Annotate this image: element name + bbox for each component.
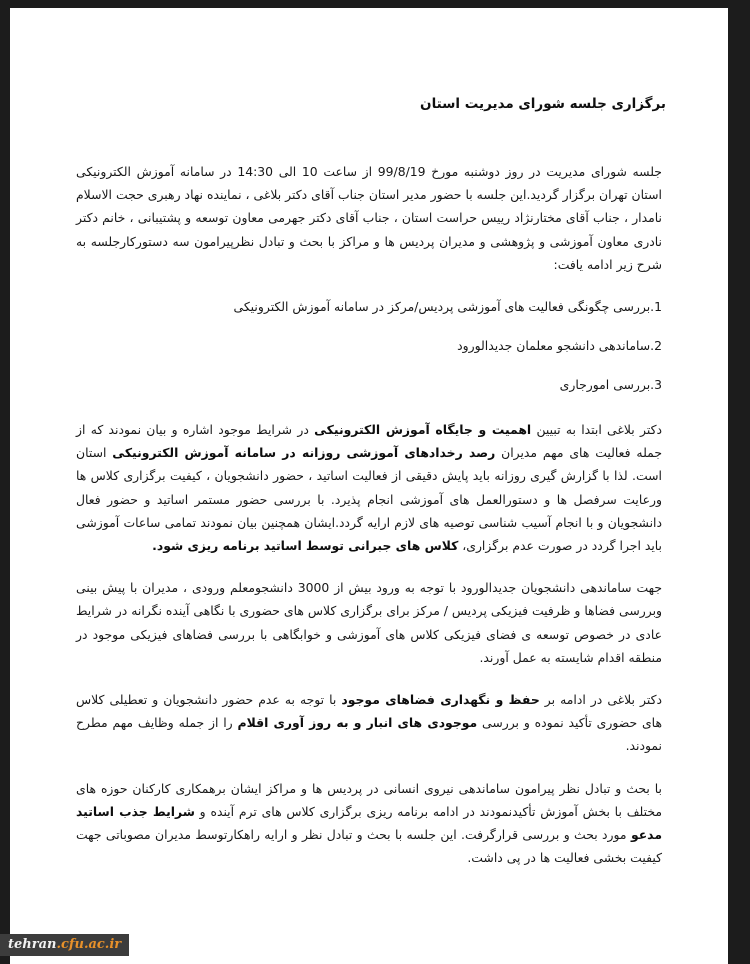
meeting-time-end: 14:30	[237, 164, 274, 179]
watermark-domain: .cfu.ac.ir	[56, 937, 122, 952]
p2-emphasis-elearning-role: اهمیت و جایگاه آموزش الکترونیکی	[314, 422, 532, 438]
p2-text-a: دکتر بلاغی ابتدا به تبیین	[531, 422, 662, 438]
meeting-date: 99/8/19	[377, 164, 426, 179]
meeting-time-start: 10	[301, 164, 318, 179]
site-watermark	[0, 934, 129, 956]
intro-text-part-3: الی	[273, 164, 302, 179]
student-count: 3000	[297, 580, 330, 596]
p2-text-c: در شرایط موجود اشاره و بیان نمودند که از جمله فعالیت های مهم مدیران	[76, 422, 662, 461]
p2-emphasis-daily-monitoring: رصد رخدادهای آموزشی روزانه در سامانه آموزش الکترونیکی	[112, 445, 496, 461]
intro-text-part-2: از ساعت	[317, 164, 378, 179]
agenda-list	[76, 295, 662, 396]
p5-emphasis-guest-faculty: شرایط جذب اساتید مدعو	[76, 803, 662, 843]
p2-text-e: استان است. لذا با گزارش گیری روزانه باید پایش دقیقی از فعالیت اساتید ، حضور دانشجویان ، کیفیت برگزاری کلاس ها ورعایت سرفصل ها و دستورالعمل های آموزشی انجام پذیرد. با بررسی حضور مستمر اساتید و حضور فعال دانشجویان و با انجام آسیب شناسی توصیه های لازم ارایه گردد.ایشان همچنین بیان نمودند تمامی ساعات آموزشی باید اجرا گردد در صورت عدم برگزاری،	[76, 445, 662, 554]
document-text-column	[76, 160, 662, 882]
paragraph-new-students	[76, 576, 662, 669]
document-page	[10, 8, 728, 964]
p3-text-a: جهت ساماندهی دانشجویان جدیدالورود با توجه به ورود بیش از	[329, 580, 662, 596]
p4-text-a: دکتر بلاغی در ادامه بر	[539, 692, 662, 708]
p3-text-b: دانشجومعلم ورودی ، مدیران با پیش بینی وبررسی فضاها و ظرفیت فیزیکی پردیس / مرکز برای برگزاری کلاس های حضوری با نگاهی آینده نگرانه در شرایط عادی در خصوص توسعه ی فضای فیزیکی کلاس های آموزشی و خوابگاهی با بررسی فضاهای فیزیکی موجود در منطقه اقدام شایسته به عمل آورند.	[76, 580, 662, 665]
page-title: برگزاری جلسه شورای مدیریت استان	[420, 96, 666, 112]
p4-emphasis-preserve-spaces: حفظ و نگهداری فضاهای موجود	[341, 692, 540, 708]
agenda-item-2: 2.ساماندهی دانشجو معلمان جدیدالورود	[457, 338, 662, 354]
document-body	[10, 8, 728, 964]
agenda-item-1: 1.بررسی چگونگی فعالیت های آموزشی پردیس/مرکز در سامانه آموزش الکترونیکی	[233, 299, 662, 315]
p5-text-a: با بحث و تبادل نظر پیرامون ساماندهی نیروی انسانی در پردیس ها و مراکز ایشان برهمکاری کارکنان حوزه های مختلف با بخش آموزش تأکیدنمودند در ادامه برنامه ریزی برگزاری کلاس های ترم آینده و	[76, 780, 662, 819]
paragraph-intro	[76, 160, 662, 276]
p2-emphasis-compensatory-classes: کلاس های جبرانی توسط اساتید برنامه ریزی شود.	[152, 538, 459, 554]
p5-text-c: مورد بحث و بررسی قرارگرفت. این جلسه با بحث و تبادل نظر و ارایه راهکارتوسط مدیران مصوباتی جهت کیفیت بخشی فعالیت ها در پی داشت.	[76, 827, 662, 866]
p4-text-c: با توجه به عدم حضور دانشجویان و تعطیلی کلاس های حضوری تأکید نموده و بررسی	[76, 692, 662, 731]
intro-text-part-4: در سامانه آموزش الکترونیکی استان تهران برگزار گردید.این جلسه با حضور مدیر استان جناب آقای دکتر بلاغی ، نماینده نهاد رهبری حجت الاسلام نامدار ، جناب آقای مختارنژاد رییس حراست استان ، جناب آقای دکتر جهرمی معاون توسعه و پشتیبانی ، خانم دکتر نادری معاون آموزشی و پژوهشی و مدیران پردیس ها و مراکز با بحث و تبادل نظرپیرامون سه دستورکارجلسه به شرح زیر ادامه یافت:	[76, 164, 662, 272]
p4-text-e: را از جمله وظایف مهم مطرح نمودند.	[76, 715, 662, 754]
paragraph-staffing-conclusion	[76, 777, 662, 870]
agenda-item-3: 3.بررسی امورجاری	[559, 377, 662, 393]
paragraph-elearning-importance	[76, 418, 662, 557]
paragraph-facility-maintenance	[76, 688, 662, 758]
intro-text-part-1: جلسه شورای مدیریت در روز دوشنبه مورخ	[425, 164, 662, 179]
watermark-site-name: tehran	[8, 937, 57, 952]
p4-emphasis-inventory-update: موجودی های انبار و به روز آوری اقلام	[237, 715, 478, 731]
